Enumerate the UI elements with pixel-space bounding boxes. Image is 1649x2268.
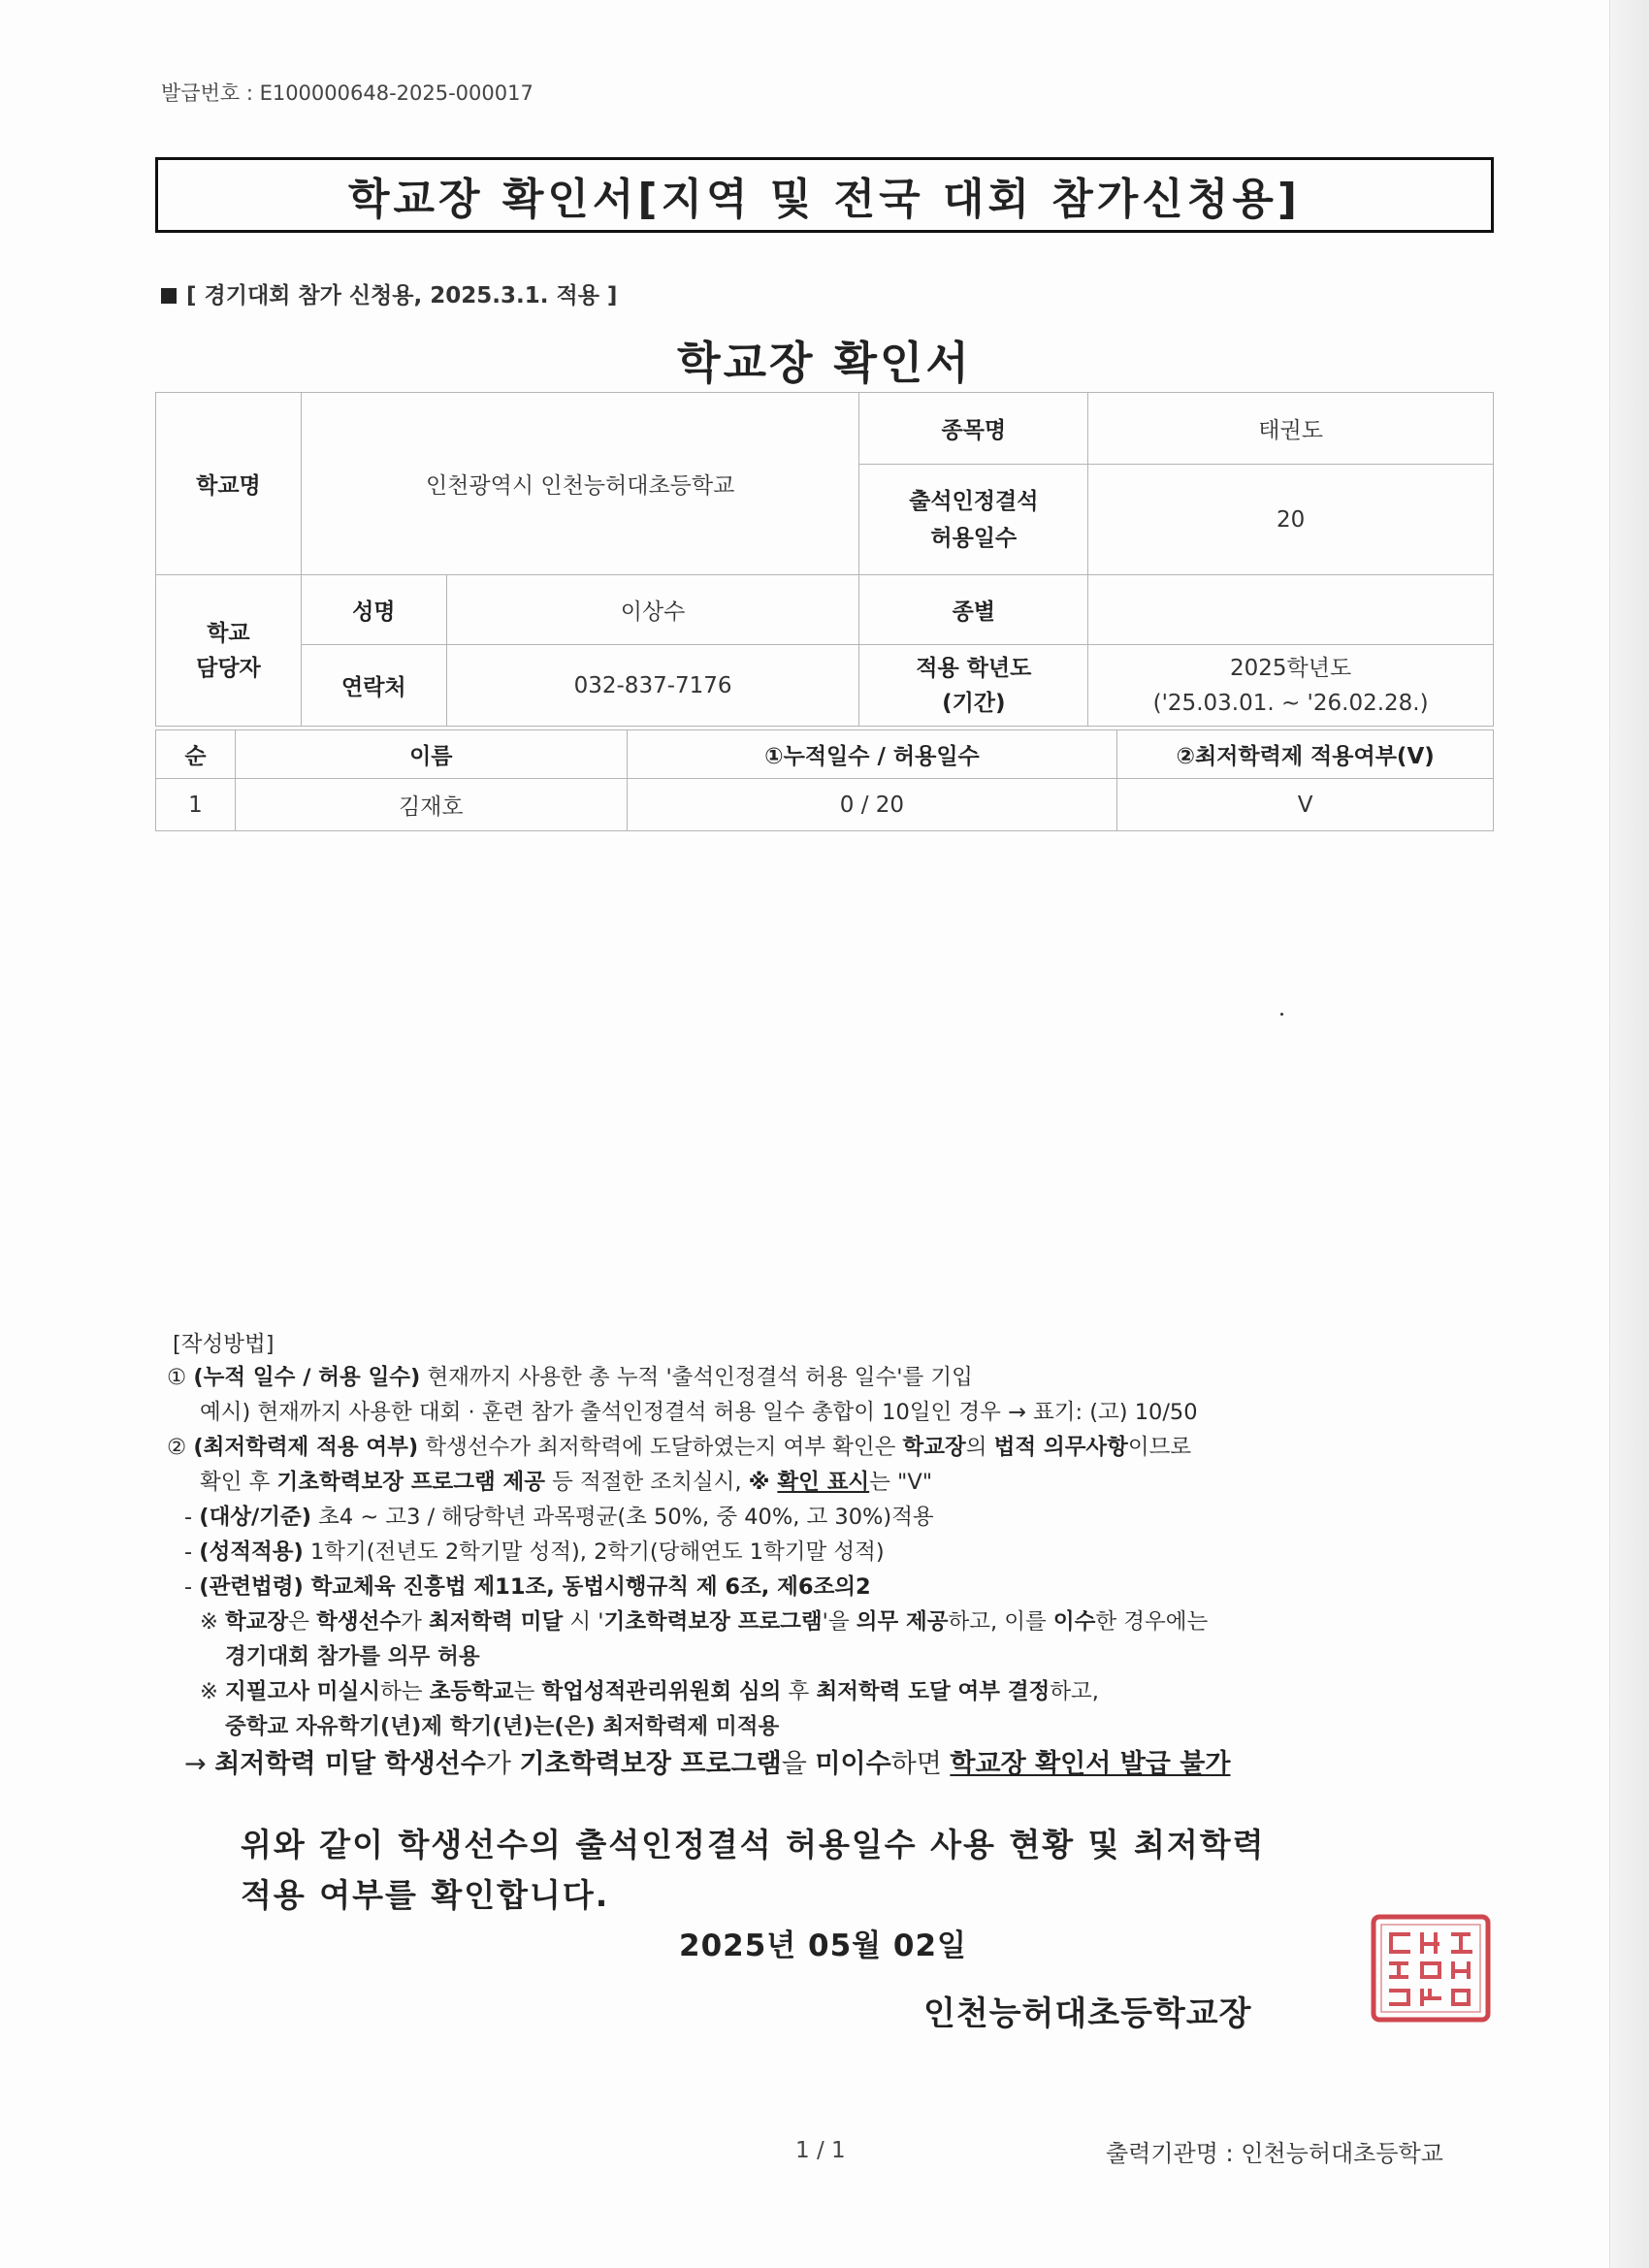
text-span: '을: [822, 1609, 857, 1635]
school-year-label: [859, 645, 1088, 727]
text-span: 등 적절한 조치실시,: [545, 1470, 749, 1495]
instruction-line-3: [167, 1430, 1191, 1461]
text-span: 학생선수: [316, 1609, 402, 1635]
text-span: 최저학력 도달 여부 결정: [816, 1679, 1051, 1704]
col-header-name: 이름: [235, 730, 627, 779]
absence-allowance-label: [859, 465, 1088, 575]
text-span: 1학기(전년도 2학기말 성적), 2학기(당해연도 1학기말 성적): [303, 1539, 885, 1565]
text-span: (누적 일수 / 허용 일수): [193, 1365, 421, 1390]
text-span: 은: [288, 1609, 317, 1635]
text-span: -: [184, 1505, 200, 1530]
text-span: ※: [200, 1609, 226, 1635]
instruction-line-6: [184, 1535, 885, 1566]
certificate-title: 학교장 확인서: [677, 337, 972, 389]
year-value-line2: ('25.03.01. ~ '26.02.28.): [1152, 690, 1429, 716]
instruction-line-1: [167, 1360, 973, 1391]
text-span: 하고,: [1050, 1679, 1099, 1704]
instruction-line-2: 예시) 현재까지 사용한 대회 · 훈련 참가 출석인정결석 허용 일수 총합이 10일인 경우 → 표기: (고) 10/50: [200, 1400, 1198, 1425]
instruction-line-8: [200, 1604, 1208, 1636]
text-span: ※: [200, 1679, 226, 1704]
year-value-line1: 2025학년도: [1230, 655, 1352, 681]
manager-name-value: 이상수: [446, 575, 859, 645]
col-header-no: 순: [156, 730, 236, 779]
text-span: 하면: [890, 1749, 951, 1779]
school-name-label: 학교명: [156, 393, 302, 575]
athlete-list-table: [155, 729, 1494, 831]
document-title: [155, 157, 1494, 233]
text-span: 현재까지 사용한 총 누적 '출석인정결석 허용 일수'를 기입: [420, 1365, 973, 1390]
text-span: 학교장: [902, 1435, 966, 1460]
text-span: ①: [167, 1365, 194, 1390]
text-span: 미이수: [815, 1749, 891, 1779]
sport-value: 태권도: [1088, 393, 1494, 465]
instruction-line-9: 경기대회 참가를 의무 허용: [225, 1644, 480, 1669]
instruction-line-11: 중학교 자유학기(년)제 학기(년)는(은) 최저학력제 미적용: [225, 1714, 780, 1739]
school-year-value: [1088, 645, 1494, 727]
issue-date: 2025년 05월 02일: [679, 1928, 967, 1963]
text-span: 확인 표시: [777, 1470, 870, 1495]
manager-label-line1: 학교: [207, 620, 250, 646]
category-label: 종별: [859, 575, 1088, 645]
text-span: 의: [965, 1435, 994, 1460]
text-span: 기초학력보장 프로그램: [519, 1749, 782, 1779]
absence-allowance-value: 20: [1088, 465, 1494, 575]
school-info-table: [155, 392, 1494, 727]
issue-number: 발급번호 : E100000648-2025-000017: [161, 81, 534, 105]
text-span: (최저학력제 적용 여부): [193, 1435, 419, 1460]
absence-label-line1: 출석인정결석: [909, 488, 1039, 514]
text-span: 이므로: [1127, 1435, 1192, 1460]
document-title-text: 학교장 확인서[지역 및 전국 대회 참가신청용]: [348, 175, 1301, 224]
text-span: 최저학력 미달 학생선수: [214, 1749, 486, 1779]
col-header-days: ①누적일수 / 허용일수: [627, 730, 1117, 779]
text-span: 시 ': [563, 1609, 604, 1635]
text-span: →: [184, 1749, 215, 1779]
output-organization: 출력기관명 : 인천능허대초등학교: [1106, 2140, 1443, 2167]
instruction-line-4: [200, 1465, 932, 1496]
scan-speck: [1280, 1013, 1283, 1016]
official-seal-stamp: [1370, 1913, 1492, 2024]
school-name-value: 인천광역시 인천능허대초등학교: [301, 393, 859, 575]
category-value: [1088, 575, 1494, 645]
text-span: 지필고사 미실시: [225, 1679, 380, 1704]
apply-note-text: [ 경기대회 참가 신청용, 2025.3.1. 적용 ]: [186, 283, 618, 308]
text-span: 의무 제공: [856, 1609, 949, 1635]
sport-label: 종목명: [859, 393, 1088, 465]
table-row: [156, 779, 1494, 831]
text-span: 학생선수가 최저학력에 도달하였는지 여부 확인은: [418, 1435, 903, 1460]
text-span: 후: [781, 1679, 817, 1704]
text-span: 한 경우에는: [1095, 1609, 1209, 1635]
year-label-line2: (기간): [942, 690, 1006, 716]
text-span: 하는: [380, 1679, 430, 1704]
instruction-line-7: [184, 1570, 871, 1601]
contact-value: 032-837-7176: [446, 645, 859, 727]
square-bullet-icon: [161, 288, 177, 304]
text-span: 기초학력보장 프로그램: [603, 1609, 823, 1635]
text-span: 확인 후: [200, 1470, 277, 1495]
confirmation-line-2: 적용 여부를 확인합니다.: [241, 1876, 610, 1914]
confirmation-line-1: 위와 같이 학생선수의 출석인정결석 허용일수 사용 현황 및 최저학력: [241, 1826, 1266, 1863]
text-span: 을: [781, 1749, 816, 1779]
text-span: 최저학력 미달: [428, 1609, 564, 1635]
text-span: ※: [748, 1470, 778, 1495]
page-number: 1 / 1: [795, 2138, 846, 2163]
school-manager-label: [156, 575, 302, 727]
text-span: 학교장: [225, 1609, 289, 1635]
text-span: 초4 ~ 고3 / 해당학년 과목평균(초 50%, 중 40%, 고 30%)적용: [311, 1505, 934, 1530]
col-header-min-academic: ②최저학력제 적용여부(V): [1117, 730, 1494, 779]
seal-glyphs: [1389, 1932, 1472, 2006]
text-span: 학업성적관리위원회 심의: [541, 1679, 782, 1704]
year-label-line1: 적용 학년도: [916, 655, 1032, 681]
text-span: 법적 의무사항: [993, 1435, 1128, 1460]
text-span: 가: [401, 1609, 429, 1635]
row-no: 1: [156, 779, 236, 831]
text-span: 는: [513, 1679, 542, 1704]
apply-note: [161, 277, 617, 309]
text-span: 이수: [1052, 1609, 1096, 1635]
contact-label: 연락처: [301, 645, 446, 727]
manager-label-line2: 담당자: [196, 655, 261, 681]
row-name: 김재호: [235, 779, 627, 831]
row-min-academic: V: [1117, 779, 1494, 831]
instruction-line-5: [184, 1500, 934, 1531]
text-span: (관련법령) 학교체육 진흥법 제11조, 동법시행규칙 제 6조, 제6조의2: [199, 1574, 871, 1600]
text-span: -: [184, 1539, 200, 1565]
absence-label-line2: 허용일수: [930, 525, 1018, 551]
text-span: 기초학력보장 프로그램 제공: [276, 1470, 546, 1495]
text-span: 초등학교: [429, 1679, 514, 1704]
name-label: 성명: [301, 575, 446, 645]
text-span: 는 "V": [869, 1470, 933, 1495]
instructions-title: [작성방법]: [173, 1332, 275, 1357]
instruction-line-12: [184, 1742, 1230, 1780]
text-span: 하고, 이를: [948, 1609, 1053, 1635]
instruction-line-10: [200, 1674, 1099, 1705]
text-span: 가: [485, 1749, 520, 1779]
text-span: ②: [167, 1435, 194, 1460]
principal-signature: 인천능허대초등학교장: [923, 1994, 1252, 2033]
text-span: (성적적용): [199, 1539, 304, 1565]
text-span: 학교장 확인서 발급 불가: [950, 1749, 1231, 1779]
text-span: (대상/기준): [199, 1505, 312, 1530]
text-span: -: [184, 1574, 200, 1600]
row-days: 0 / 20: [627, 779, 1117, 831]
